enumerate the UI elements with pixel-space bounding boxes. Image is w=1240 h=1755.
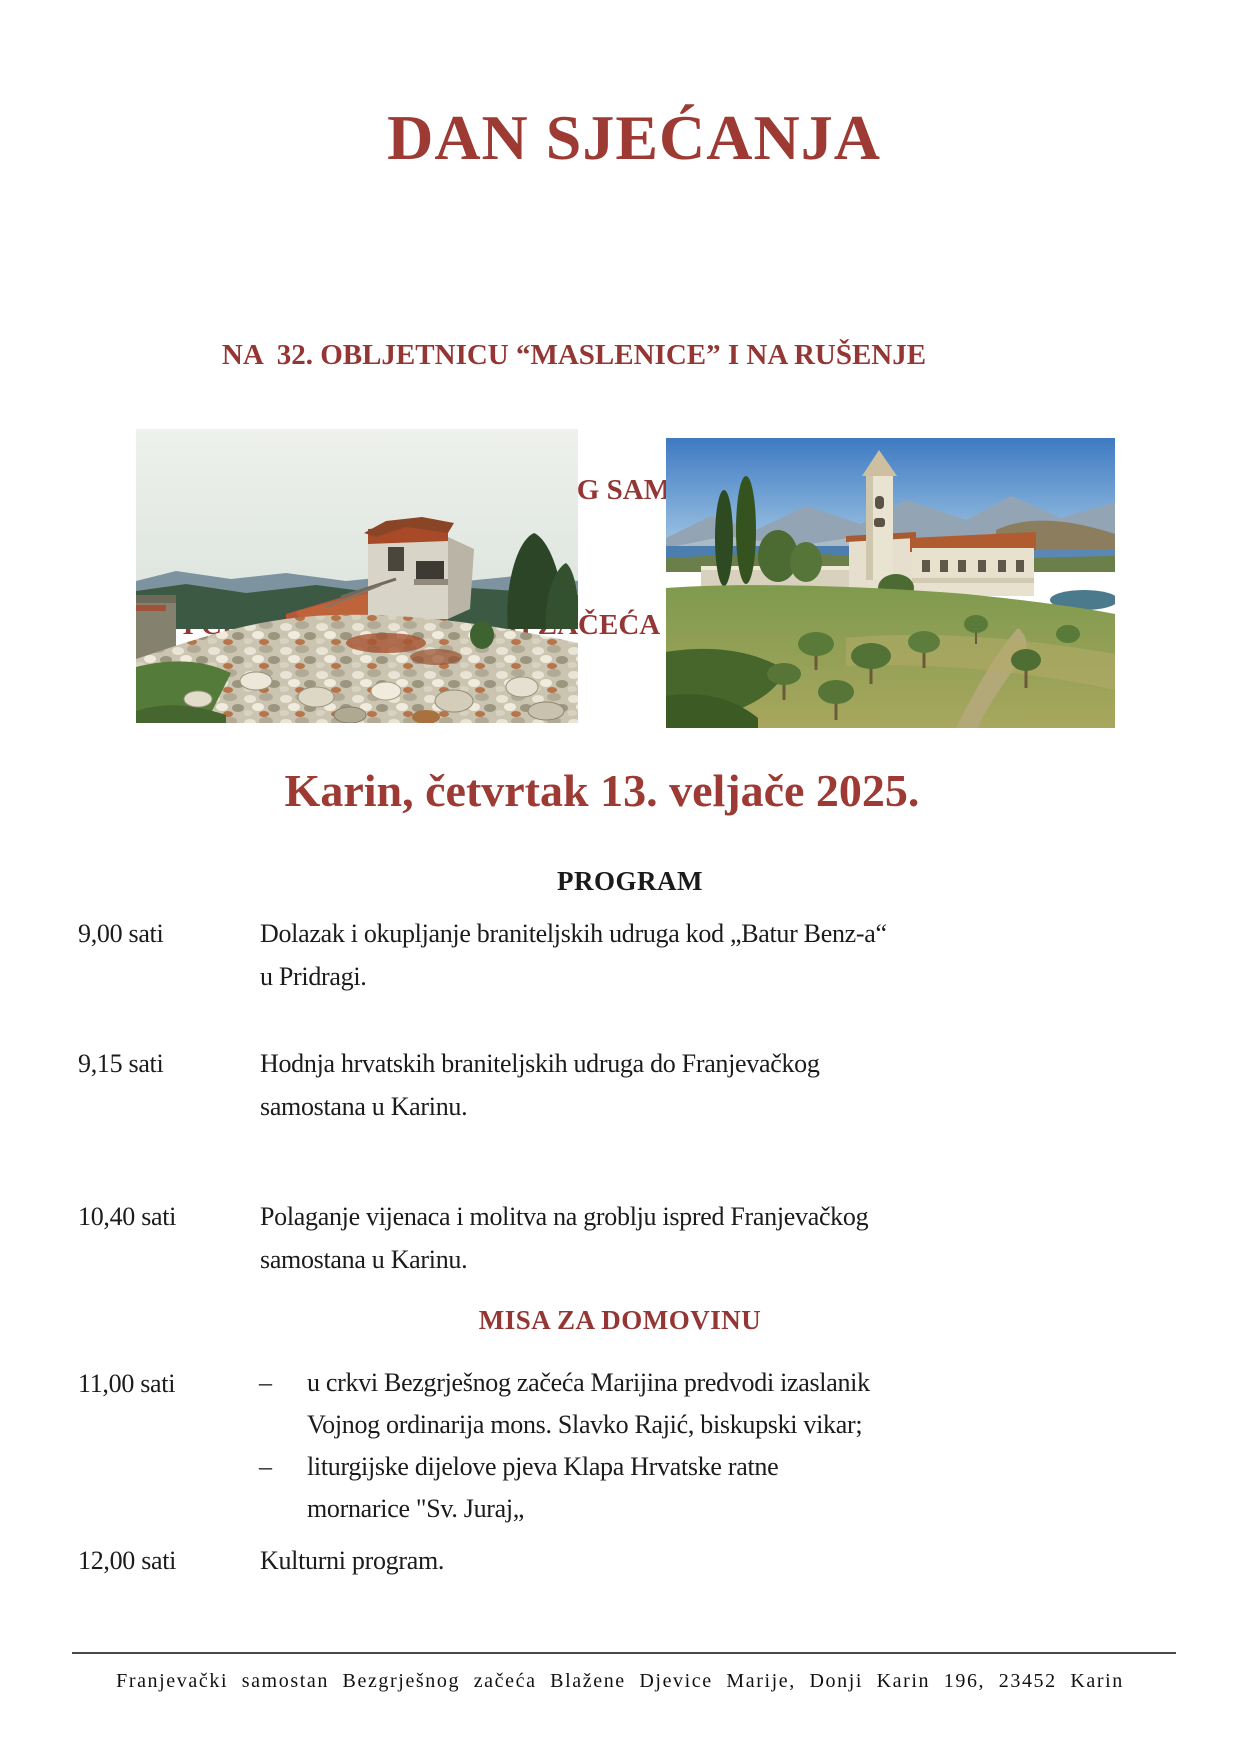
schedule-description xyxy=(260,1042,1000,1128)
footer-divider xyxy=(72,1652,1176,1654)
bullet-line: u crkvi Bezgrješnog začeća Marijina predvodi izaslanik xyxy=(307,1368,870,1397)
misa-heading: MISA ZA DOMOVINU xyxy=(478,1305,762,1335)
bullet-line: Vojnog ordinarija mons. Slavko Rajić, biskupski vikar; xyxy=(307,1410,863,1439)
schedule-line: Polaganje vijenaca i molitva na groblju ispred Franjevačkog xyxy=(260,1202,869,1231)
footer-address: Franjevački samostan Bezgrješnog začeća Blažene Djevice Marije, Donji Karin 196, 23452 Karin xyxy=(116,1670,1124,1692)
subtitle-line-1: NA 32. OBLJETNICU “MASLENICE” I NA RUŠENJE xyxy=(221,339,927,371)
schedule-line: Kulturni program. xyxy=(260,1546,445,1575)
rubble-field xyxy=(136,615,578,723)
schedule-time: 10,40 sati xyxy=(78,1202,177,1231)
schedule-row xyxy=(0,1539,1240,1575)
dash-bullet: – xyxy=(259,1452,272,1481)
bullet-line: liturgijske dijelove pjeva Klapa Hrvatske ratne xyxy=(307,1452,779,1481)
schedule-line: samostana u Karinu. xyxy=(260,1092,468,1121)
schedule-row xyxy=(0,1042,1240,1121)
schedule-description xyxy=(260,1195,1000,1281)
subtitle-line-3: ZAČEĆA xyxy=(537,609,659,641)
schedule-line: u Pridragi. xyxy=(260,962,367,991)
page-title: DAN SJEĆANJA xyxy=(387,102,881,173)
schedule-time: 11,00 sati xyxy=(78,1369,176,1398)
schedule-time: 9,15 sati xyxy=(78,1049,164,1078)
dash-bullet: – xyxy=(259,1368,272,1397)
monastery-photo xyxy=(666,438,1115,728)
schedule-row xyxy=(0,1195,1240,1274)
schedule-row xyxy=(0,912,1240,991)
schedule-description xyxy=(260,1539,1000,1582)
schedule-line: samostana u Karinu. xyxy=(260,1245,468,1274)
schedule-line: Hodnja hrvatskih braniteljskih udruga do Franjevačkog xyxy=(260,1049,820,1078)
bullet-line: mornarice "Sv. Juraj„ xyxy=(307,1494,525,1523)
schedule-row xyxy=(0,1362,1240,1523)
program-heading: PROGRAM xyxy=(557,866,703,896)
schedule-description xyxy=(260,912,1000,998)
schedule-line: Dolazak i okupljanje braniteljskih udruga kod „Batur Benz-a“ xyxy=(260,919,887,948)
schedule-time: 9,00 sati xyxy=(78,919,164,948)
date-heading: Karin, četvrtak 13. veljače 2025. xyxy=(284,765,920,816)
ruins-photo xyxy=(136,429,578,723)
schedule-time: 12,00 sati xyxy=(78,1546,177,1575)
